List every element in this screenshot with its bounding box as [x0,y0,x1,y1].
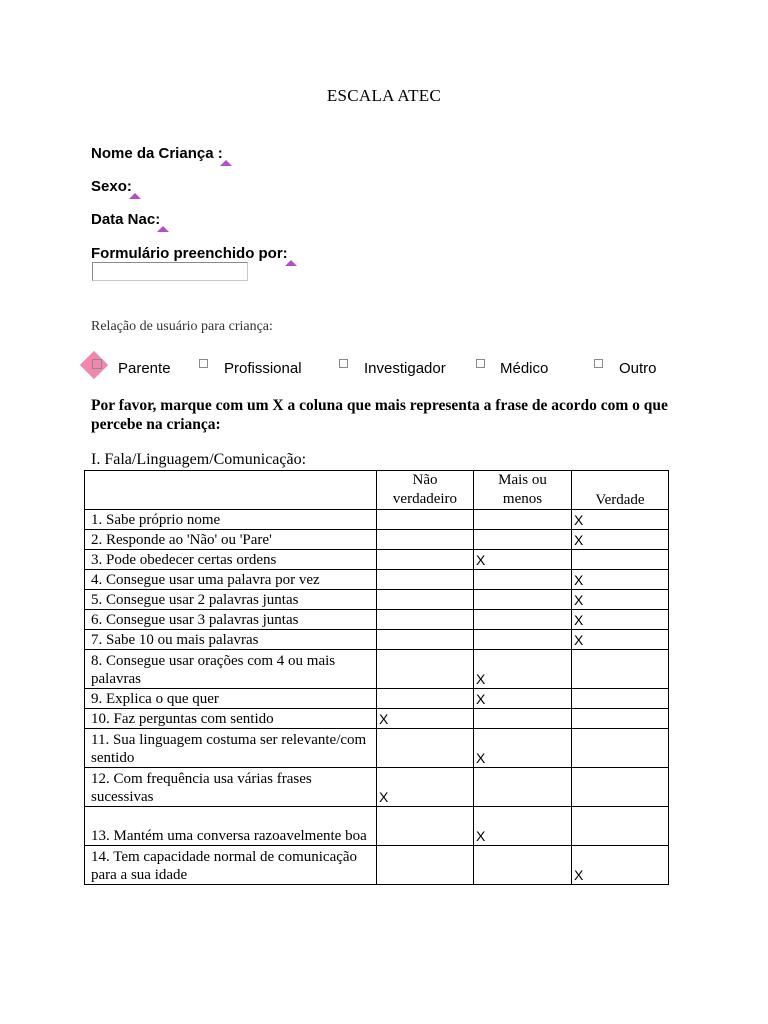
cell-nao-verdadeiro[interactable] [377,630,474,650]
cell-mais-ou-menos[interactable]: X [474,729,572,768]
option-profissional-checkbox[interactable] [199,359,208,368]
table-row [85,510,669,530]
cell-nao-verdadeiro[interactable] [377,530,474,550]
cell-mais-ou-menos[interactable] [474,570,572,590]
cell-mais-ou-menos[interactable]: X [474,807,572,846]
section-title: I. Fala/Linguagem/Comunicação: [91,451,307,468]
cell-verdade[interactable]: X [572,530,669,550]
option-medico-checkbox[interactable] [476,359,485,368]
cell-mais-ou-menos[interactable]: X [474,689,572,709]
cell-nao-verdadeiro[interactable]: X [377,709,474,729]
page-title: ESCALA ATEC [326,86,442,105]
option-outro-checkbox[interactable] [594,359,603,368]
row-item: 11. Sua linguagem costuma ser relevante/com sentido [85,729,377,768]
atec-table [84,470,669,885]
cell-mais-ou-menos[interactable]: X [474,650,572,689]
table-row [85,650,669,689]
checkbox-icon [92,359,102,369]
cell-verdade[interactable] [572,689,669,709]
row-item: 1. Sabe próprio nome [85,510,377,530]
table-row [85,709,669,729]
header-nao-verdadeiro: Não verdadeiro [377,471,474,510]
comment-marker-icon [157,226,169,232]
table-row [85,846,669,885]
table-row [85,630,669,650]
cell-nao-verdadeiro[interactable] [377,570,474,590]
cell-verdade[interactable]: X [572,630,669,650]
table-row [85,610,669,630]
option-profissional-label: Profissional [224,360,302,377]
comment-marker-icon [285,260,297,266]
cell-nao-verdadeiro[interactable] [377,550,474,570]
option-parente-label: Parente [118,360,171,377]
row-item: 7. Sabe 10 ou mais palavras [85,630,377,650]
table-row [85,550,669,570]
row-item: 8. Consegue usar orações com 4 ou mais palavras [85,650,377,689]
table-row [85,530,669,550]
row-item: 6. Consegue usar 3 palavras juntas [85,610,377,630]
header-mais-ou-menos: Mais ou menos [474,471,572,510]
cell-verdade[interactable]: X [572,510,669,530]
instructions: Por favor, marque com um X a coluna que mais representa a frase de acordo com o que percebe na criança: [91,397,668,433]
cell-mais-ou-menos[interactable] [474,630,572,650]
table-header-row [85,471,669,510]
cell-nao-verdadeiro[interactable] [377,846,474,885]
cell-verdade[interactable] [572,709,669,729]
cell-verdade[interactable] [572,768,669,807]
row-item: 2. Responde ao 'Não' ou 'Pare' [85,530,377,550]
option-investigador-checkbox[interactable] [339,359,348,368]
table-row [85,729,669,768]
field-datanac-label: Data Nac: [91,211,169,228]
row-item: 10. Faz perguntas com sentido [85,709,377,729]
row-item: 3. Pode obedecer certas ordens [85,550,377,570]
cell-nao-verdadeiro[interactable] [377,807,474,846]
comment-marker-icon [129,193,141,199]
cell-verdade[interactable]: X [572,570,669,590]
cell-nao-verdadeiro[interactable]: X [377,768,474,807]
table-row [85,768,669,807]
row-item: 12. Com frequência usa várias frases sucessivas [85,768,377,807]
cell-mais-ou-menos[interactable] [474,610,572,630]
row-item: 13. Mantém uma conversa razoavelmente boa [85,807,377,846]
field-nome-label: Nome da Criança : [91,145,232,162]
cell-nao-verdadeiro[interactable] [377,510,474,530]
cell-mais-ou-menos[interactable]: X [474,550,572,570]
cell-verdade[interactable] [572,729,669,768]
header-verdade: Verdade [572,471,669,510]
table-row [85,807,669,846]
cell-mais-ou-menos[interactable] [474,709,572,729]
header-item [85,471,377,510]
field-preenchido-label: Formulário preenchido por: [91,245,297,262]
cell-mais-ou-menos[interactable] [474,510,572,530]
cell-mais-ou-menos[interactable] [474,768,572,807]
cell-verdade[interactable] [572,650,669,689]
row-item: 9. Explica o que quer [85,689,377,709]
cell-verdade[interactable] [572,550,669,570]
option-investigador-label: Investigador [364,360,446,377]
row-item: 4. Consegue usar uma palavra por vez [85,570,377,590]
table-row [85,570,669,590]
field-sexo-label: Sexo: [91,178,141,195]
preenchido-input[interactable] [92,262,248,281]
row-item: 5. Consegue usar 2 palavras juntas [85,590,377,610]
cell-nao-verdadeiro[interactable] [377,729,474,768]
cell-nao-verdadeiro[interactable] [377,590,474,610]
comment-marker-icon [220,160,232,166]
cell-verdade[interactable]: X [572,610,669,630]
cell-nao-verdadeiro[interactable] [377,689,474,709]
table-row [85,590,669,610]
table-row [85,689,669,709]
cell-mais-ou-menos[interactable] [474,530,572,550]
cell-verdade[interactable]: X [572,846,669,885]
cell-mais-ou-menos[interactable] [474,590,572,610]
option-outro-label: Outro [619,360,657,377]
relacao-label: Relação de usuário para criança: [91,319,273,334]
cell-nao-verdadeiro[interactable] [377,650,474,689]
cell-verdade[interactable] [572,807,669,846]
option-medico-label: Médico [500,360,549,377]
cell-verdade[interactable]: X [572,590,669,610]
cell-mais-ou-menos[interactable] [474,846,572,885]
cell-nao-verdadeiro[interactable] [377,610,474,630]
row-item: 14. Tem capacidade normal de comunicação para a sua idade [85,846,377,885]
